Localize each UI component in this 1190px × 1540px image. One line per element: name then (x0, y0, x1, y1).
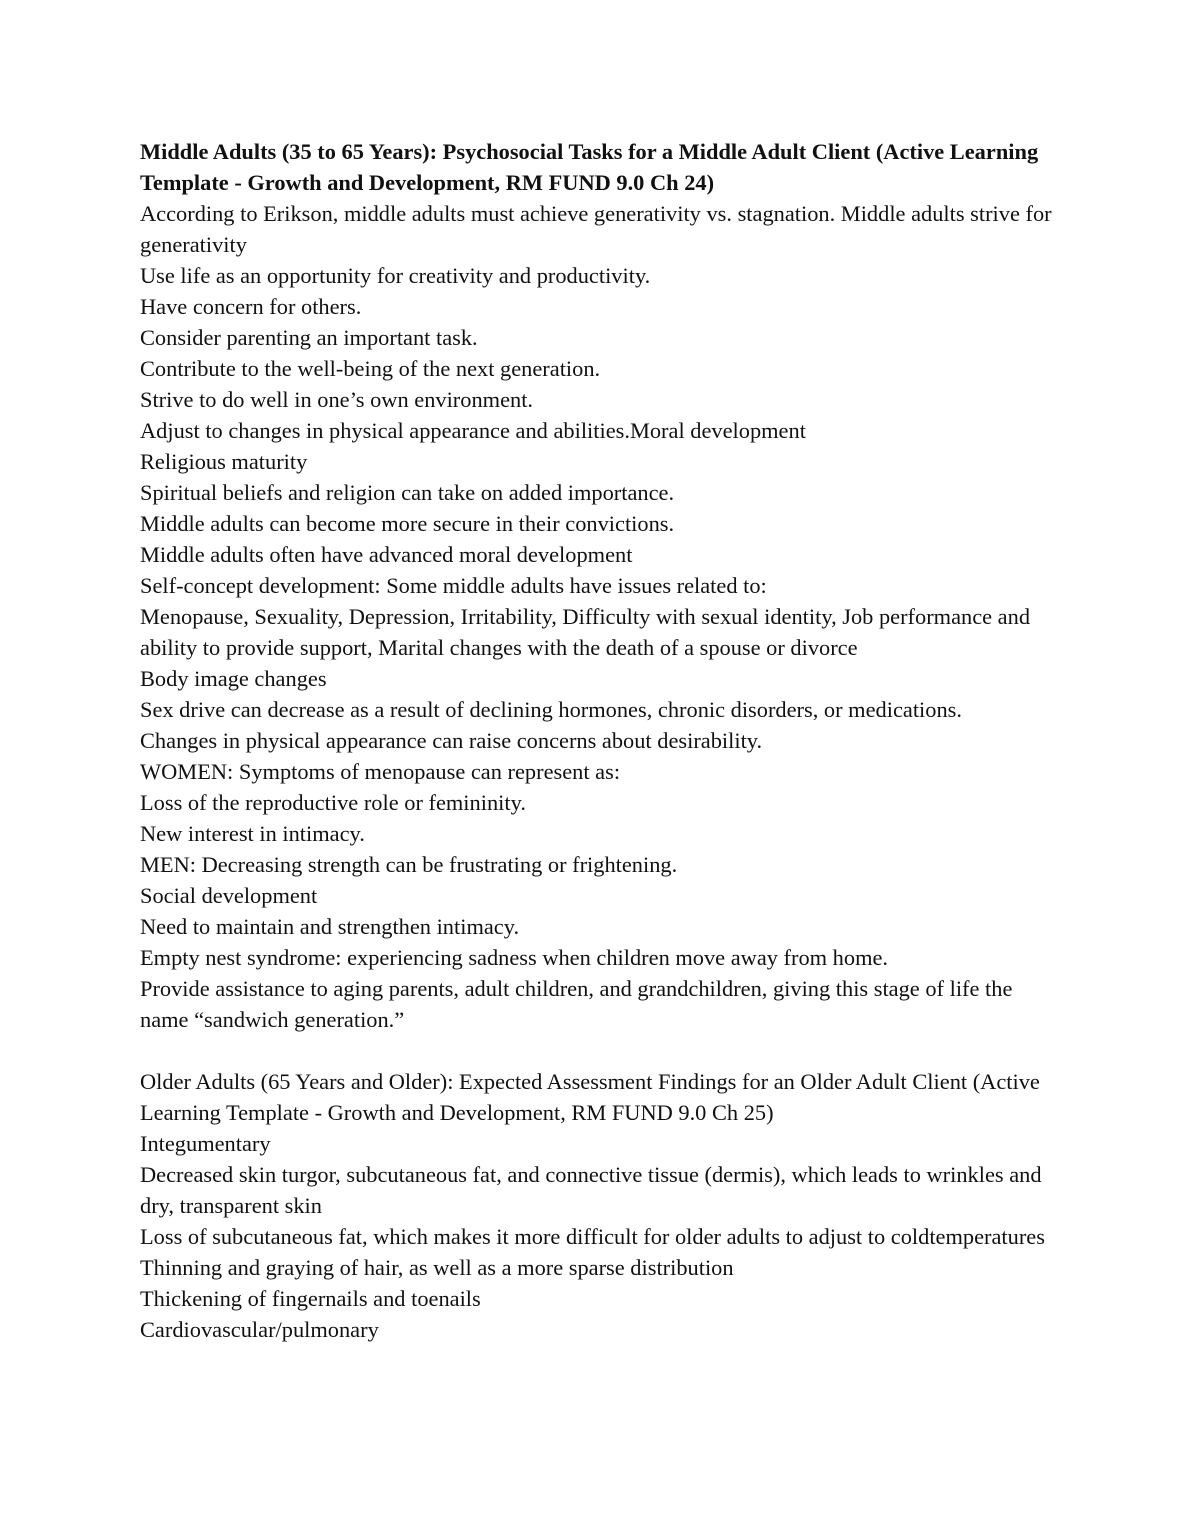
text-line: According to Erikson, middle adults must achieve generativity vs. stagnation. Middle adults strive for generativity (140, 201, 1052, 257)
section-spacer (140, 1035, 1060, 1066)
text-line: New interest in intimacy. (140, 821, 365, 846)
text-line: Self-concept development: Some middle adults have issues related to: (140, 573, 767, 598)
text-line: Spiritual beliefs and religion can take on added importance. (140, 480, 675, 505)
text-line: Need to maintain and strengthen intimacy. (140, 914, 520, 939)
document-page (140, 136, 1060, 1345)
text-line: MEN: Decreasing strength can be frustrating or frightening. (140, 852, 678, 877)
section-middle-adults (140, 136, 1060, 1035)
section-heading: Middle Adults (35 to 65 Years): Psychosocial Tasks for a Middle Adult Client (Active Learning Template - Growth and Development, RM FUND 9.0 Ch 24) (140, 139, 1039, 195)
text-line: Thinning and graying of hair, as well as a more sparse distribution (140, 1255, 734, 1280)
text-line: Consider parenting an important task. (140, 325, 478, 350)
text-line: Provide assistance to aging parents, adult children, and grandchildren, giving this stage of life the name “sandwich generation.” (140, 976, 1013, 1032)
text-line: Thickening of fingernails and toenails (140, 1286, 481, 1311)
text-line: Changes in physical appearance can raise concerns about desirability. (140, 728, 763, 753)
text-line: Use life as an opportunity for creativity and productivity. (140, 263, 651, 288)
text-line: Loss of the reproductive role or femininity. (140, 790, 526, 815)
text-line: Decreased skin turgor, subcutaneous fat, and connective tissue (dermis), which leads to wrinkles and dry, transparent skin (140, 1162, 1042, 1218)
text-line: Social development (140, 883, 318, 908)
text-line: Sex drive can decrease as a result of declining hormones, chronic disorders, or medications. (140, 697, 962, 722)
text-line: Adjust to changes in physical appearance and abilities.Moral development (140, 418, 806, 443)
text-line: Contribute to the well-being of the next generation. (140, 356, 601, 381)
text-line: Middle adults can become more secure in their convictions. (140, 511, 675, 536)
section-older-adults (140, 1066, 1060, 1345)
text-line: Empty nest syndrome: experiencing sadness when children move away from home. (140, 945, 889, 970)
text-line: Strive to do well in one’s own environment. (140, 387, 534, 412)
text-line: Religious maturity (140, 449, 308, 474)
text-line: Menopause, Sexuality, Depression, Irritability, Difficulty with sexual identity, Job performance and ability to provide support, Marital changes with the death of a spouse or divorce (140, 604, 1031, 660)
text-line: Loss of subcutaneous fat, which makes it more difficult for older adults to adjust to coldtemperatures (140, 1224, 1045, 1249)
section-heading: Older Adults (65 Years and Older): Expected Assessment Findings for an Older Adult Client (Active Learning Template - Growth and Development, RM FUND 9.0 Ch 25) (140, 1069, 1040, 1125)
text-line: Middle adults often have advanced moral development (140, 542, 633, 567)
text-line: Have concern for others. (140, 294, 362, 319)
text-line: WOMEN: Symptoms of menopause can represent as: (140, 759, 621, 784)
text-line: Integumentary (140, 1131, 271, 1156)
text-line: Cardiovascular/pulmonary (140, 1317, 379, 1342)
text-line: Body image changes (140, 666, 327, 691)
